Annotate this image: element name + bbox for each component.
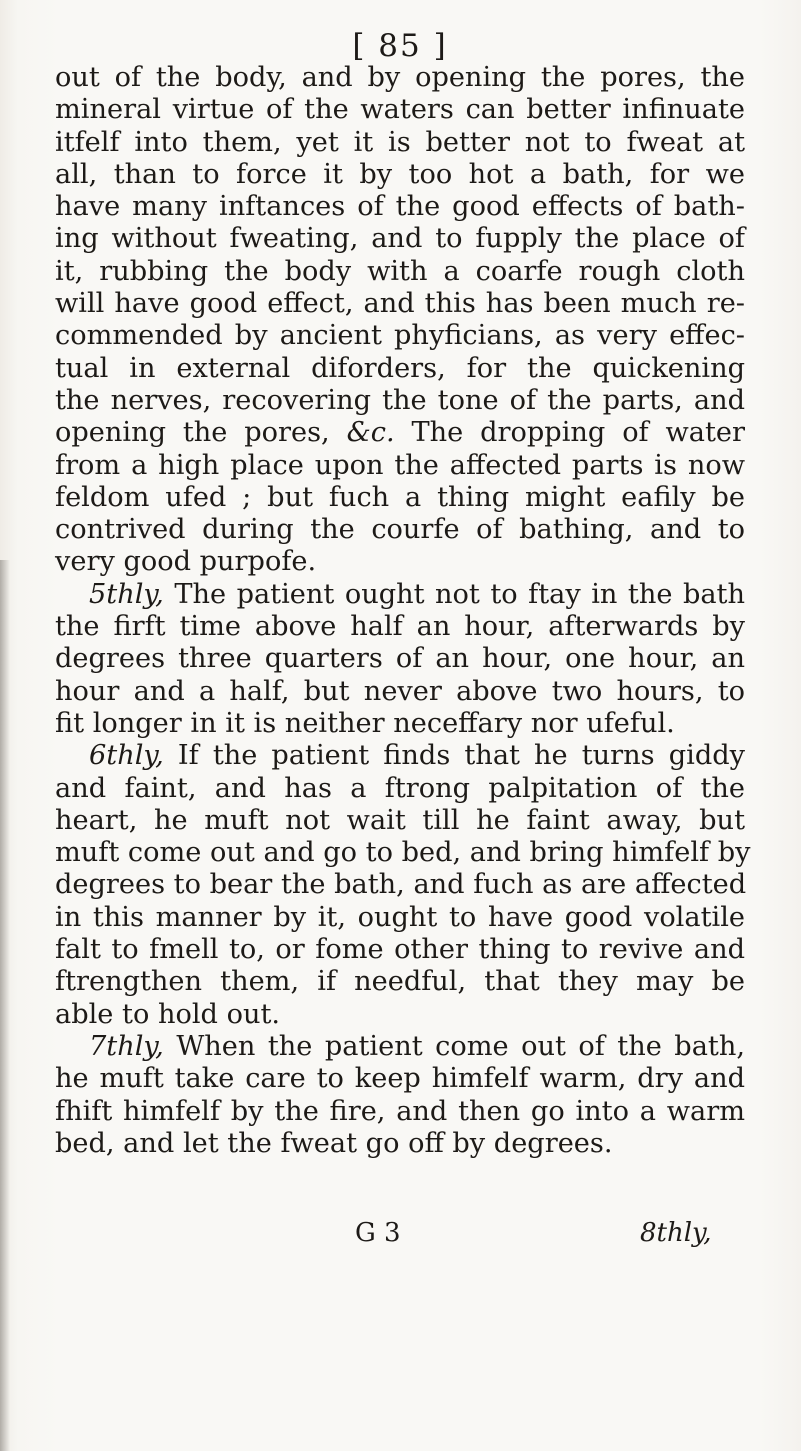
text-segment: mineral virtue of the waters can better infinuate [55,94,745,126]
catchword: 8thly, [640,1218,712,1248]
text-line [55,62,745,94]
text-line [55,740,745,772]
text-line [55,514,745,546]
text-segment: tual in external diforders, for the quickening [55,352,745,384]
text-line [55,1096,745,1128]
text-segment: all, than to force it by too hot a bath, for we [55,158,745,190]
text-segment: able to hold out. [55,998,281,1030]
text-segment: very good purpofe. [55,546,317,578]
text-segment: degrees three quarters of an hour, one hour, an [55,643,745,675]
text-line [55,611,745,643]
text-line [55,417,745,449]
text-line [55,256,745,288]
text-segment: will have good effect, and this has been much re- [55,288,745,320]
text-segment: the firft time above half an hour, afterwards by [55,611,745,643]
text-line [55,869,745,901]
text-line [55,934,745,966]
text-line [55,1031,745,1063]
text-line [55,579,745,611]
gutter-shadow [0,560,10,1451]
text-line [55,708,745,740]
italic-segment: 7thly, [89,1030,164,1062]
text-segment: from a high place upon the affected parts is now [55,449,745,481]
text-line [55,1063,745,1095]
text-line [55,320,745,352]
text-line [55,643,745,675]
text-segment: contrived during the courfe of bathing, and to [55,514,745,546]
text-segment: The patient ought not to ftay in the bath [163,578,745,610]
text-line [55,966,745,998]
italic-segment: 6thly, [89,740,164,772]
text-segment: fit longer in it is neither neceffary nor ufeful. [55,707,675,739]
text-line [55,837,751,869]
text-line [55,902,745,934]
text-segment: muft come out and go to bed, and bring himfelf by [55,837,751,869]
text-segment: The dropping of water [394,417,745,449]
text-line [55,223,745,255]
italic-segment: 5thly, [89,578,164,610]
text-segment: fhift himfelf by the fire, and then go into a warm [55,1095,745,1127]
text-line [55,546,745,578]
page-footer [0,1218,801,1258]
text-segment: ftrengthen them, if needful, that they may be [55,966,745,998]
text-line [55,482,745,514]
page-number: [ 85 ] [352,28,448,64]
text-segment: out of the body, and by opening the pores, the [55,62,745,93]
text-segment: itfelf into them, yet it is better not to fweat at [55,126,745,158]
text-segment: falt to fmell to, or fome other thing to revive and [55,934,745,966]
text-line [55,127,745,159]
text-line [55,353,745,385]
text-segment: he muft take care to keep himfelf warm, dry and [55,1063,745,1095]
text-segment: bed, and let the fweat go off by degrees. [55,1127,613,1159]
text-segment: heart, he muft not wait till he faint away, but [55,804,745,836]
text-segment: it, rubbing the body with a coarfe rough cloth [55,255,745,287]
text-line [55,288,745,320]
text-line [55,773,745,805]
text-segment: and faint, and has a ftrong palpitation of the [55,772,745,804]
text-segment: opening the pores, [55,417,347,449]
text-segment: degrees to bear the bath, and fuch as are affected [55,869,747,901]
text-segment: If the patient finds that he turns giddy [163,740,745,772]
text-segment: feldom ufed ; but fuch a thing might eafily be [55,481,745,513]
text-segment: hour and a half, but never above two hours, to [55,675,745,707]
text-line [55,159,745,191]
text-segment: When the patient come out of the bath, [163,1030,745,1062]
body-text [55,62,751,1160]
text-line [55,999,745,1031]
text-line [55,1128,745,1160]
text-line [55,385,745,417]
text-segment: in this manner by it, ought to have good volatile [55,901,745,933]
text-line [55,450,745,482]
text-line [55,94,745,126]
italic-segment: &c. [346,417,395,449]
text-segment: ing without fweating, and to fupply the place of [55,223,745,255]
text-segment: have many inftances of the good effects of bath- [55,191,745,223]
text-line [55,676,745,708]
text-line [55,805,745,837]
text-segment: commended by ancient phyficians, as very effec- [55,320,745,352]
text-line [55,191,745,223]
signature-mark: G 3 [355,1218,401,1248]
text-segment: the nerves, recovering the tone of the parts, and [55,384,745,416]
